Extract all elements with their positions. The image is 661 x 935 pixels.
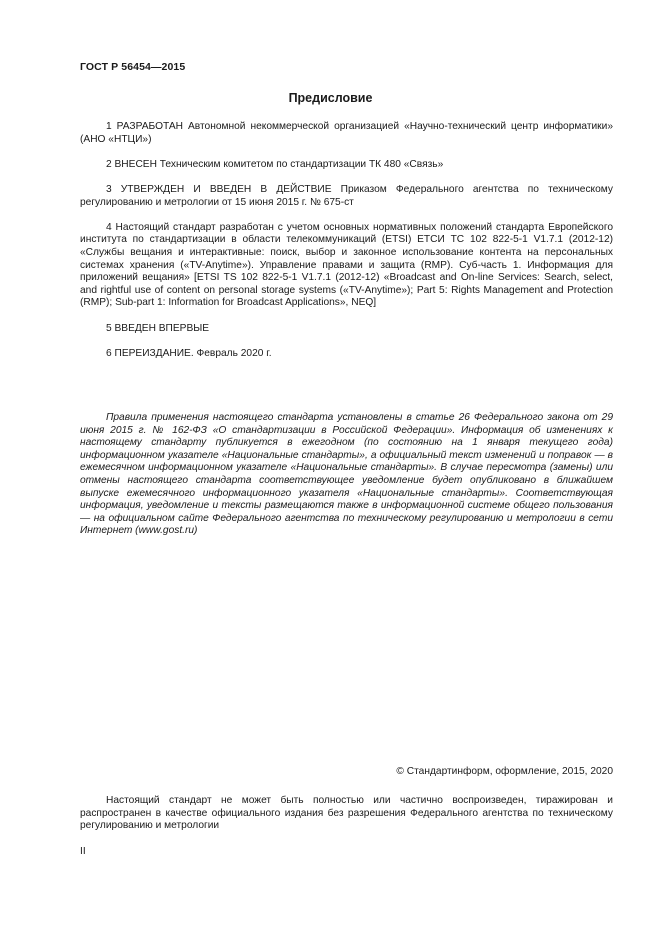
foreword-item-basis: 4 Настоящий стандарт разработан с учетом основных нормативных положений стандарта Европейского института по стандартизации в области телекоммуникаций (ETSI) ЕТСИ ТС 102 822-5-1 V1.7.1 (2012-12) «Службы вещания и интерактивные: поиск, выбор и законное использование контента на персональных системах хранения («TV-Anytime»). Управление правами и защита (RMP). Суб-часть 1. Информация для приложений вещания» [ETSI TS 102 822-5-1 V1.7.1 (2012-12) «Broadcast and On-line Services: Search, select, and rightful use of content on personal storage systems («TV-Anytime»); Part 5: Rights Management and Protection (RMP); Sub-part 1: Information for Broadcast Applications», NEQ] <box>80 221 613 309</box>
standard-code: ГОСТ Р 56454—2015 <box>80 61 186 73</box>
section-title: Предисловие <box>288 91 373 105</box>
reproduction-text: Настоящий стандарт не может быть полностью или частично воспроизведен, тиражирован и распространен в качестве официального издания без разрешения Федерального агентства по техническому регулированию и метрологии <box>80 795 613 832</box>
notice-text: Правила применения настоящего стандарта установлены в статье 26 Федерального закона от 29 июня 2015 г. № 162-ФЗ «О стандартизации в Российской Федерации». Информация об изменениях к настоящему стандарту публикуется в ежегодном (по состоянию на 1 января текущего года) информационном указателе «Национальные стандарты», а официальный текст изменений и поправок — в ежемесячном информационном указателе «Национальные стандарты». В случае пересмотра (замены) или отмены настоящего стандарта соответствующее уведомление будет опубликовано в ближайшем выпуске ежемесячного информационного указателя «Национальные стандарты». Соответствующая информация, уведомление и тексты размещаются также в информационной системе общего пользования — на официальном сайте Федерального агентства по техническому регулированию и метрологии в сети Интернет (www.gost.ru) <box>80 412 613 537</box>
application-rules-notice <box>80 412 613 538</box>
foreword-item-approved: 3 УТВЕРЖДЕН И ВВЕДЕН В ДЕЙСТВИЕ Приказом Федерального агентства по техническому регулированию и метрологии от 15 июня 2015 г. № 675-ст <box>80 183 613 208</box>
foreword-item-introduced: 2 ВНЕСЕН Техническим комитетом по стандартизации ТК 480 «Связь» <box>106 158 444 170</box>
reproduction-notice <box>80 795 613 833</box>
foreword-items <box>80 121 613 373</box>
foreword-item-developed: 1 РАЗРАБОТАН Автономной некоммерческой организацией «Научно-технический центр информатики» (АНО «НТЦИ») <box>80 121 613 145</box>
copyright-line: © Стандартинформ, оформление, 2015, 2020 <box>396 766 613 777</box>
page-number: II <box>80 846 86 857</box>
foreword-item-first-introduced: 5 ВВЕДЕН ВПЕРВЫЕ <box>106 322 210 334</box>
foreword-item-reissue: 6 ПЕРЕИЗДАНИЕ. Февраль 2020 г. <box>106 347 272 359</box>
